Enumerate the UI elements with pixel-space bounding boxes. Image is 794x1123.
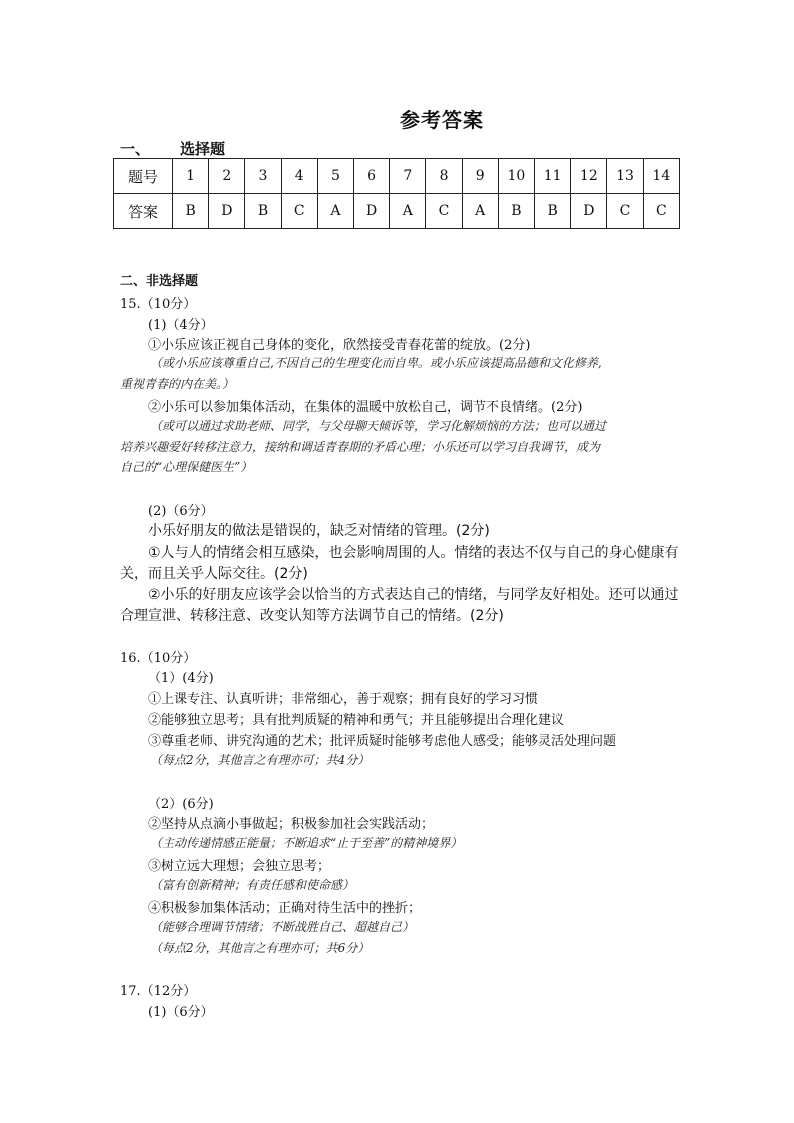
answer-cell: A (462, 194, 498, 229)
q15-part2-answer-c: ②小乐的好朋友应该学会以恰当的方式表达自己的情绪，与同学友好相处。还可以通过 (148, 587, 679, 603)
number-cell: 5 (317, 159, 353, 194)
q16-part2-heading: （2）(6分) (148, 797, 214, 812)
answer-cell: B (173, 194, 209, 229)
answer-row (114, 194, 680, 229)
number-cell: 7 (390, 159, 426, 194)
q16-part2-note-a: （主动传递情感正能量；不断追求“止于至善”的精神境界） (150, 836, 463, 850)
section-label: 选择题 (180, 140, 226, 158)
q15-part1-answer-a: ①小乐应该正视自己身体的变化，欣然接受青春花蕾的绽放。(2分) (148, 338, 531, 353)
number-cell: 10 (498, 159, 534, 194)
q15-part2-answer-b: ①人与人的情绪会相互感染，也会影响周围的人。情绪的表达不仅与自己的身心健康有 (148, 545, 679, 561)
q16-part2-answer-a: ②坚持从点滴小事做起；积极参加社会实践活动； (148, 817, 435, 832)
number-cell: 8 (426, 159, 462, 194)
q15-part1-note-b: 自己的“心理保健医生”） (120, 460, 253, 474)
section-heading-nonchoice: 二、非选择题 (120, 274, 199, 289)
q16-part2-answer-b: ③树立远大理想；会独立思考； (148, 859, 331, 874)
page-title: 参考答案 (400, 108, 484, 132)
number-cell: 11 (535, 159, 571, 194)
answer-cell: D (209, 194, 245, 229)
answer-label-cell: 答案 (114, 194, 173, 229)
number-cell: 9 (462, 159, 498, 194)
q15-part2-answer-c: 合理宣泄、转移注意、改变认知等方法调节自己的情绪。(2分) (120, 608, 504, 624)
number-cell: 4 (281, 159, 317, 194)
q16-part1-heading: （1）(4分) (148, 671, 214, 686)
q16-part2-note-b: （富有创新精神；有责任感和使命感） (150, 878, 355, 892)
section-heading-choice (120, 138, 225, 159)
number-cell: 13 (607, 159, 643, 194)
q15-heading: 15.（10分） (120, 297, 197, 312)
q16-part1-answer-c: ③尊重老师、讲究沟通的艺术；批评质疑时能够考虑他人感受；能够灵活处理问题 (148, 734, 617, 749)
q15-part1-heading: (1)（4分） (148, 318, 214, 333)
answer-cell: C (643, 194, 679, 229)
q16-heading: 16.（10分） (120, 651, 197, 666)
answer-cell: D (354, 194, 390, 229)
q15-part1-note-b: （或可以通过求助老师、同学，与父母聊天倾诉等，学习化解烦恼的方法；也可以通过 (150, 419, 607, 433)
number-cell: 2 (209, 159, 245, 194)
q15-part1-note-b: 培养兴趣爱好转移注意力，接纳和调适青春期的矛盾心理；小乐还可以学习自我调节，成为 (120, 440, 601, 454)
answer-cell: B (498, 194, 534, 229)
number-cell: 14 (643, 159, 679, 194)
answer-cell: B (535, 194, 571, 229)
q16-part1-answer-a: ①上课专注、认真听讲；非常细心，善于观察；拥有良好的学习习惯 (148, 692, 539, 707)
header-label-cell: 题号 (114, 159, 173, 194)
q17-heading: 17.（12分） (120, 984, 197, 999)
q15-part1-note-a: 重视青春的内在美。） (120, 377, 235, 391)
answer-cell: C (281, 194, 317, 229)
q16-part2-note-c: （能够合理调节情绪；不断战胜自己、超越自己） (150, 920, 415, 934)
number-cell: 3 (245, 159, 281, 194)
q16-part1-note: （每点2分，其他言之有理亦可；共4分） (150, 753, 370, 767)
answer-cell: B (245, 194, 281, 229)
number-cell: 1 (173, 159, 209, 194)
q16-part2-answer-c: ④积极参加集体活动；正确对待生活中的挫折； (148, 901, 422, 916)
q16-part2-note: （每点2分，其他言之有理亦可；共6分） (150, 941, 370, 955)
answer-cell: C (426, 194, 462, 229)
section-number: 一、 (120, 140, 151, 158)
q15-part2-answer-a: 小乐好朋友的做法是错误的，缺乏对情绪的管理。(2分) (148, 523, 490, 539)
number-cell: 12 (571, 159, 607, 194)
answer-cell: D (571, 194, 607, 229)
q16-part1-answer-b: ②能够独立思考；具有批判质疑的精神和勇气；并且能够提出合理化建议 (148, 713, 565, 728)
q15-part1-note-a: （或小乐应该尊重自己,不因自己的生理变化而自卑。或小乐应该提高品德和文化修养, (150, 356, 602, 370)
q15-part1-answer-b: ②小乐可以参加集体活动，在集体的温暖中放松自己，调节不良情绪。(2分) (148, 400, 583, 415)
answer-cell: C (607, 194, 643, 229)
answer-cell: A (317, 194, 353, 229)
answer-table (113, 158, 680, 229)
number-cell: 6 (354, 159, 390, 194)
q15-part2-heading: (2)（6分） (148, 504, 214, 519)
question-number-row (114, 159, 680, 194)
q17-part1-heading: (1)（6分） (148, 1005, 214, 1020)
q15-part2-answer-b: 关，而且关乎人际交往。(2分) (120, 566, 308, 582)
answer-cell: A (390, 194, 426, 229)
